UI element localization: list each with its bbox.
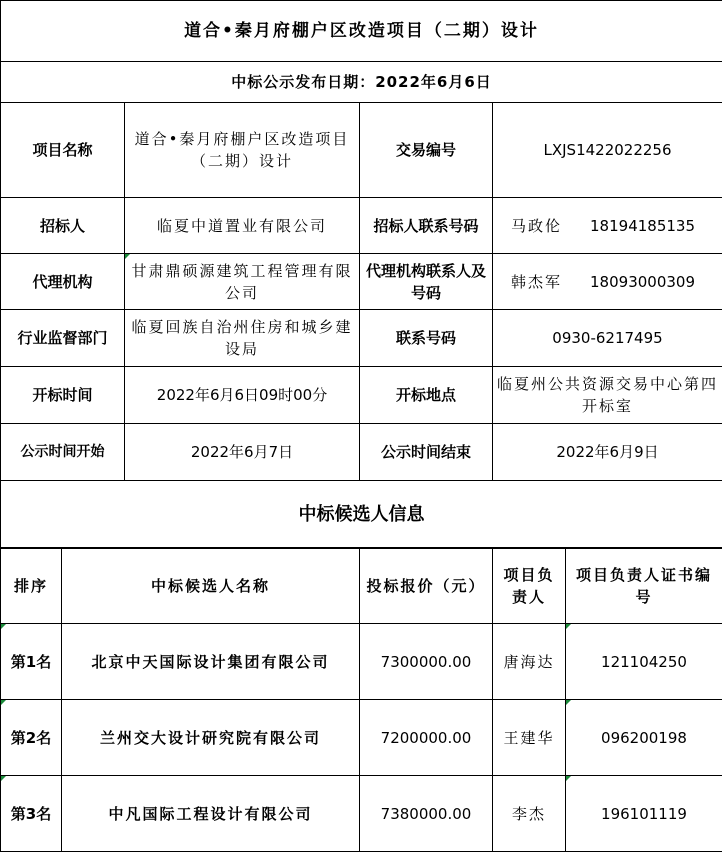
table-row xyxy=(1,700,722,776)
publish-date: 中标公示发布日期：2022年6月6日 xyxy=(1,62,722,103)
candidates-section-title: 中标候选人信息 xyxy=(1,481,722,549)
table-row xyxy=(1,776,722,852)
open-time-value: 2022年6月6日09时00分 xyxy=(125,367,360,424)
notice-start-label: 公示时间开始 xyxy=(1,424,125,481)
candidate-cert: 196101119 xyxy=(566,776,722,852)
agency-contact-name: 韩杰军 xyxy=(511,272,563,291)
tenderer-contact-phone: 18194185135 xyxy=(590,216,695,235)
open-place-value: 临夏州公共资源交易中心第四开标室 xyxy=(493,367,722,424)
header-price: 投标报价（元） xyxy=(360,548,493,624)
tenderer-label: 招标人 xyxy=(1,198,125,254)
trade-no-value: LXJS1422022256 xyxy=(493,103,722,198)
candidate-rank: 第1名 xyxy=(1,624,62,700)
supervisor-label: 行业监督部门 xyxy=(1,310,125,367)
agency-contact-phone: 18093000309 xyxy=(590,272,695,291)
tenderer-contact xyxy=(493,198,722,254)
header-manager: 项目负责人 xyxy=(493,548,566,624)
tenderer-contact-name: 马政伦 xyxy=(511,216,563,235)
header-rank: 排序 xyxy=(1,548,62,624)
candidates-table xyxy=(0,547,722,852)
tenderer-value: 临夏中道置业有限公司 xyxy=(125,198,360,254)
project-name-label: 项目名称 xyxy=(1,103,125,198)
supervisor-value: 临夏回族自治州住房和城乡建设局 xyxy=(125,310,360,367)
trade-no-label: 交易编号 xyxy=(360,103,493,198)
candidate-price: 7200000.00 xyxy=(360,700,493,776)
open-place-label: 开标地点 xyxy=(360,367,493,424)
notice-end-label: 公示时间结束 xyxy=(360,424,493,481)
candidate-name: 北京中天国际设计集团有限公司 xyxy=(62,624,360,700)
notice-start-value: 2022年6月7日 xyxy=(125,424,360,481)
candidate-rank: 第2名 xyxy=(1,700,62,776)
candidate-cert: 121104250 xyxy=(566,624,722,700)
candidate-price: 7300000.00 xyxy=(360,624,493,700)
candidate-manager: 唐海达 xyxy=(493,624,566,700)
open-time-label: 开标时间 xyxy=(1,367,125,424)
supervisor-phone-value: 0930-6217495 xyxy=(493,310,722,367)
page-title: 道合•秦月府棚户区改造项目（二期）设计 xyxy=(1,1,722,62)
project-name-value: 道合•秦月府棚户区改造项目（二期）设计 xyxy=(125,103,360,198)
candidate-name: 中凡国际工程设计有限公司 xyxy=(62,776,360,852)
header-cert: 项目负责人证书编号 xyxy=(566,548,722,624)
table-row xyxy=(1,624,722,700)
candidate-rank: 第3名 xyxy=(1,776,62,852)
candidate-manager: 王建华 xyxy=(493,700,566,776)
tenderer-contact-label: 招标人联系号码 xyxy=(360,198,493,254)
agency-contact-label: 代理机构联系人及号码 xyxy=(360,254,493,310)
candidate-cert: 096200198 xyxy=(566,700,722,776)
agency-label: 代理机构 xyxy=(1,254,125,310)
agency-value: 甘肃鼎硕源建筑工程管理有限公司 xyxy=(125,254,360,310)
candidate-manager: 李杰 xyxy=(493,776,566,852)
notice-end-value: 2022年6月9日 xyxy=(493,424,722,481)
candidate-name: 兰州交大设计研究院有限公司 xyxy=(62,700,360,776)
supervisor-phone-label: 联系号码 xyxy=(360,310,493,367)
header-name: 中标候选人名称 xyxy=(62,548,360,624)
candidate-price: 7380000.00 xyxy=(360,776,493,852)
agency-contact xyxy=(493,254,722,310)
